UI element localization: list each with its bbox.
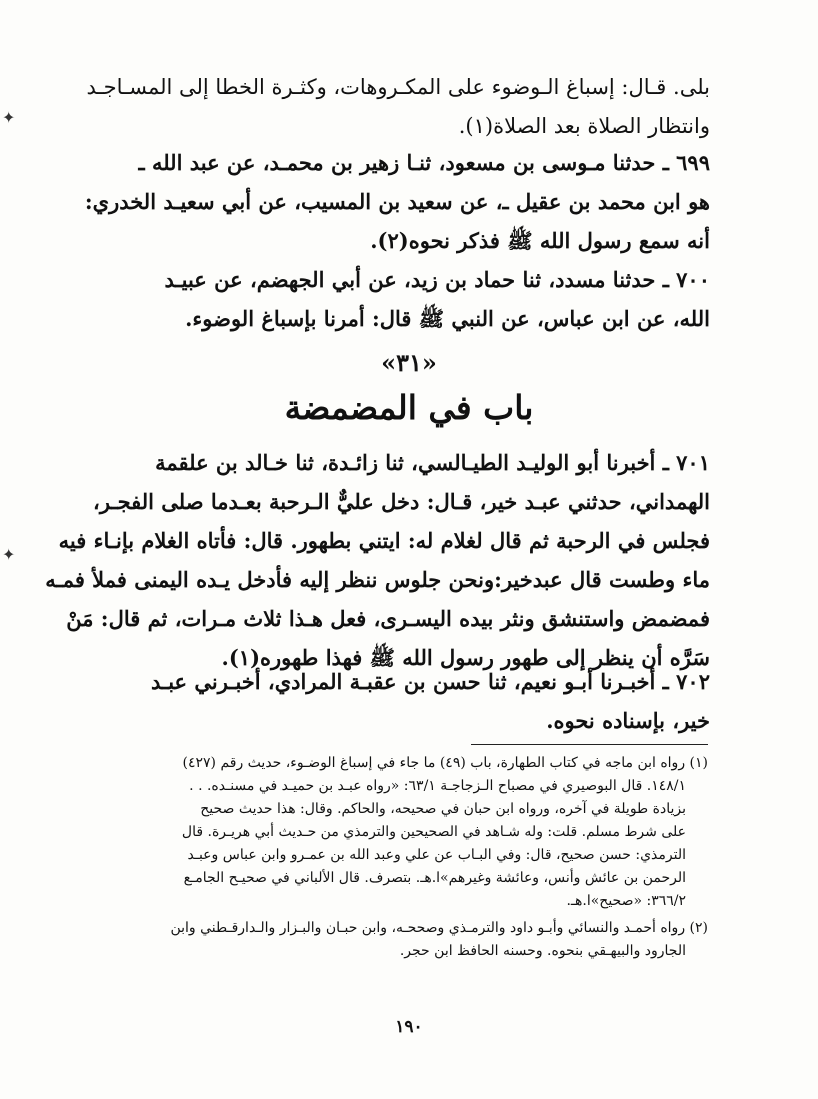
margin-mark: ✦ [2, 108, 16, 127]
text-line: خير، بإسناده نحوه. [546, 708, 710, 733]
footnote-line: الترمذي: حسن صحيح، قال: وفي البـاب عن علي وعبد الله بن عمـرو وابن عباس وعبـد [187, 847, 686, 863]
text-line: وانتظار الصلاة بعد الصلاة(١). [458, 114, 710, 138]
text-line: بلى. قـال: إسباغ الـوضوء على المكـروهات، وكثـرة الخطا إلى المسـاجـد [86, 75, 710, 99]
text-line: سَرَّه أن ينظر إلى طهور رسول الله ﷺ فهذا طهوره(١). [221, 645, 710, 670]
footnote-2 [118, 917, 708, 963]
footnote-line: ١٤٨/١. قال البوصيري في مصباح الـزجاجـة ٦٣/١: «رواه عبـد بن حميـد في مسنـده. . . [189, 778, 686, 794]
footnote-line: (٢) رواه أحمـد والنسائي وأبـو داود والترمـذي وصححـه، وابن حبـان والبـزار والـدارقـطني وابن [170, 920, 708, 936]
text-line: هو ابن محمد بن عقيل ـ، عن سعيد بن المسيب، عن أبي سعيـد الخدري: [84, 189, 710, 214]
hadith-699 [84, 143, 710, 260]
footnote-rule [471, 744, 708, 745]
footnote-line: الرحمن بن عائش وأنس، وعائشة وغيرهم»ا.هـ. بتصرف. قال الألباني في صحيـح الجامـع [183, 870, 686, 886]
chapter-title: باب في المضمضة [284, 388, 534, 427]
footnote-line: الجارود والبيهـقي بنحوه. وحسنه الحافظ ابن حجر. [399, 943, 686, 959]
text-line: ٧٠٠ ـ حدثنا مسدد، ثنا حماد بن زيد، عن أبي الجهضم، عن عبيـد [164, 267, 710, 292]
chapter-number: «٣١» [381, 348, 437, 377]
text-line: فمضمض واستنشق ونثر بيده اليسـرى، فعل هـذا ثلاث مـرات، ثم قال: مَنْ [66, 606, 710, 631]
footnote-line: بزيادة طويلة في آخره، ورواه ابن حبان في صحيحه، والحاكم. وقال: هذا حديث صحيح [200, 801, 686, 817]
text-line: أنه سمع رسول الله ﷺ فذكر نحوه(٢). [370, 228, 710, 253]
hadith-700 [116, 260, 710, 338]
text-line: فجلس في الرحبة ثم قال لغلام له: ايتني بطهور. قال: فأتاه الغلام بإنـاء فيه [58, 528, 710, 553]
margin-mark: ✦ [2, 545, 16, 564]
text-line: ٧٠١ ـ أخبرنا أبو الوليـد الطيـالسي، ثنا زائـدة، ثنا خـالد بن علقمة [155, 450, 710, 475]
text-line: الله، عن ابن عباس، عن النبي ﷺ قال: أمرنا بإسباغ الوضوء. [185, 306, 710, 331]
footnote-line: ٣٦٦/٢: «صحيح»ا.هـ. [566, 893, 686, 909]
page-number: ١٩٠ [395, 1017, 423, 1037]
paragraph-continuation [86, 68, 710, 146]
text-line: ماء وطست قال عبدخير:ونحن جلوس ننظر إليه فأدخل يـده اليمنى فملأ فمـه [45, 567, 710, 592]
footnote-line: (١) رواه ابن ماجه في كتاب الطهارة، باب (٤٩) ما جاء في إسباغ الوضـوء، حديث رقم (٤٢٧) [182, 755, 708, 771]
text-line: ٦٩٩ ـ حدثنا مـوسى بن مسعود، ثنـا زهير بن محمـد، عن عبد الله ـ [138, 150, 710, 175]
text-line: ٧٠٢ ـ أخبـرنا أبـو نعيم، ثنا حسن بن عقبـة المرادي، أخبـرني عبـد [151, 669, 710, 694]
footnote-1 [118, 752, 708, 913]
hadith-702 [116, 662, 710, 740]
text-line: الهمداني، حدثني عبـد خير، قـال: دخل عليٌّ الـرحبة بعـدما صلى الفجـر، [93, 489, 710, 514]
footnote-line: على شرط مسلم. قلت: وله شـاهد في الصحيحين والترمذي من حـديث أبي هريـرة. قال [181, 824, 686, 840]
hadith-701 [45, 443, 710, 677]
